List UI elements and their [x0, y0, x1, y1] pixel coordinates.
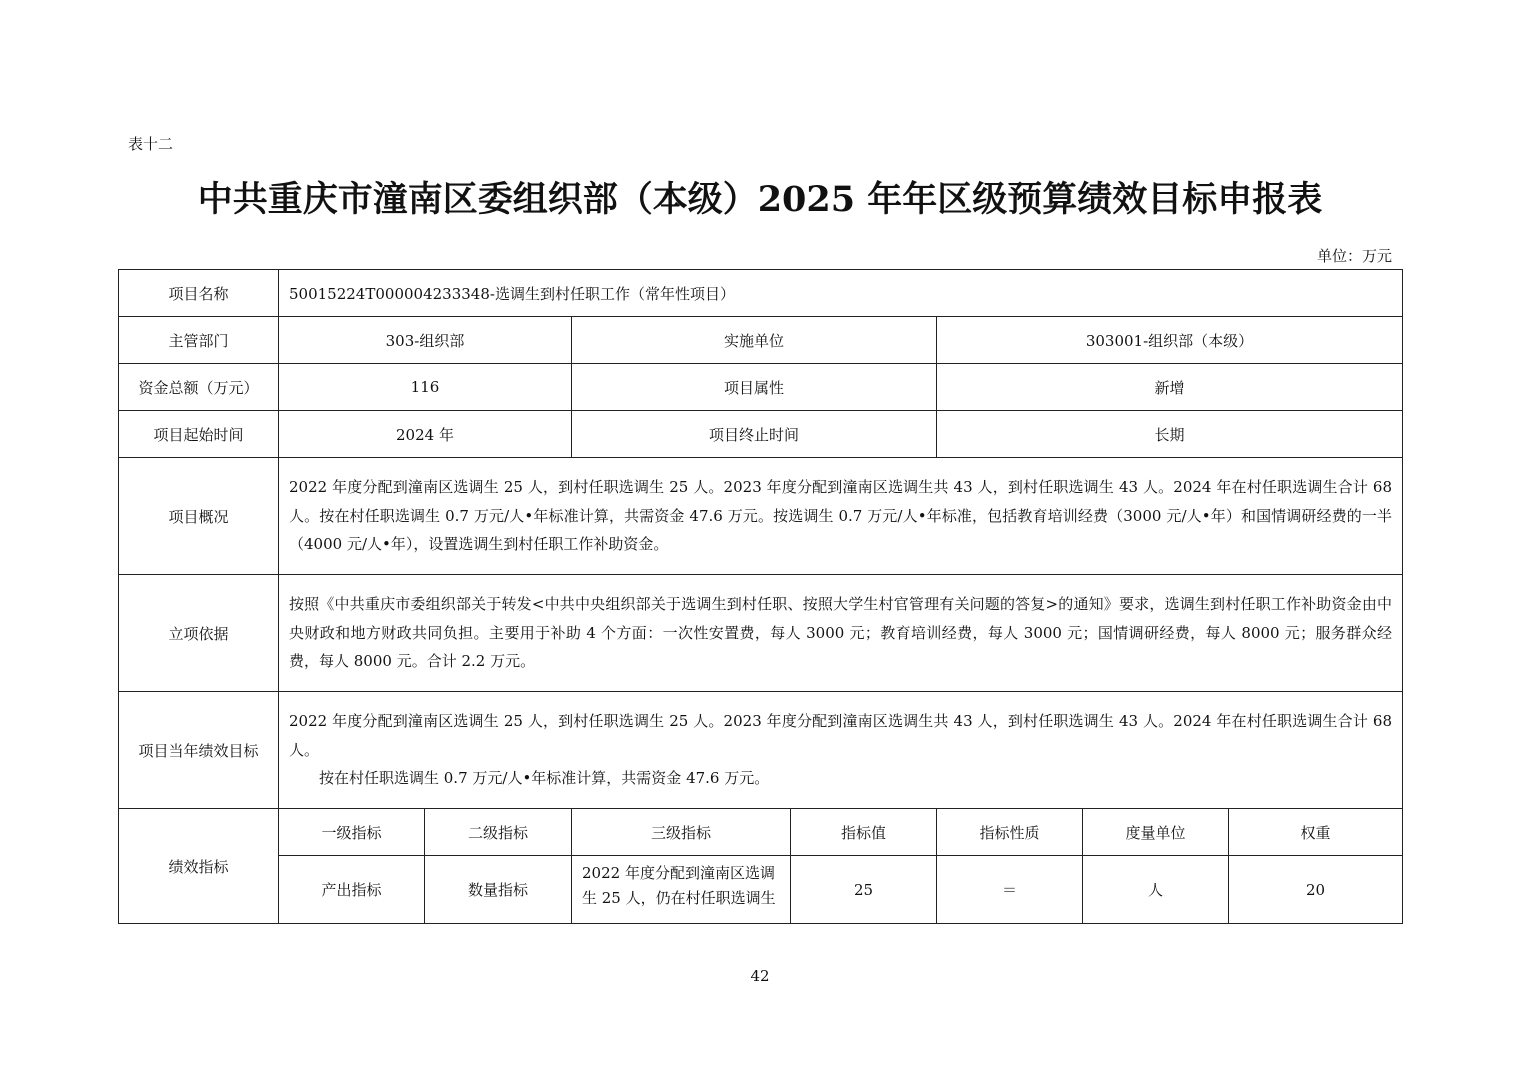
dept-label: 主管部门 — [119, 317, 279, 364]
funds-value: 116 — [279, 364, 572, 411]
end-time-label: 项目终止时间 — [572, 411, 937, 458]
unit-label: 单位：万元 — [1316, 247, 1392, 265]
impl-unit-value: 303001-组织部（本级） — [937, 317, 1403, 364]
header-level2: 二级指标 — [425, 809, 572, 856]
indicator-level1: 产出指标 — [279, 856, 425, 924]
row-department — [119, 317, 1403, 364]
project-attr-value: 新增 — [937, 364, 1403, 411]
basis-text: 按照《中共重庆市委组织部关于转发<中共中央组织部关于选调生到村任职、按照大学生村官管理有关问题的答复>的通知》要求，选调生到村任职工作补助资金由中央财政和地方财政共同负担。主要用于补助 4 个方面：一次性安置费，每人 3000 元；教育培训经费，每人 3000 元；国情调研经费，每人 8000 元；服务群众经费，每人 8000 元。合计 2.2 万元。 — [279, 575, 1403, 692]
basis-label: 立项依据 — [119, 575, 279, 692]
funds-label: 资金总额（万元） — [119, 364, 279, 411]
impl-unit-label: 实施单位 — [572, 317, 937, 364]
indicator-level3: 2022 年度分配到潼南区选调生 25 人，仍在村任职选调生 — [582, 863, 776, 907]
row-basis — [119, 575, 1403, 692]
header-level1: 一级指标 — [279, 809, 425, 856]
row-indicator-header — [119, 809, 1403, 856]
goal-text-2: 按在村任职选调生 0.7 万元/人•年标准计算，共需资金 47.6 万元。 — [319, 769, 770, 788]
table-row — [119, 856, 1403, 924]
page-number: 42 — [750, 967, 770, 985]
indicator-nature: ＝ — [937, 856, 1083, 924]
indicator-weight: 20 — [1229, 856, 1403, 924]
overview-text: 2022 年度分配到潼南区选调生 25 人，到村任职选调生 25 人。2023 年度分配到潼南区选调生共 43 人，到村任职选调生 43 人。2024 年在村任职选调生合计 68 人。按在村任职选调生 0.7 万元/人•年标准计算，共需资金 47.6 万元。按选调生 0.7 万元/人•年标准，包括教育培训经费（3000 元/人•年）和国情调研经费的一半（4000 元/人•年），设置选调生到村任职工作补助资金。 — [279, 458, 1403, 575]
goal-text-1: 2022 年度分配到潼南区选调生 25 人，到村任职选调生 25 人。2023 年度分配到潼南区选调生共 43 人，到村任职选调生 43 人。2024 年在村任职选调生合计 68 人。 — [289, 712, 1393, 759]
row-project-name — [119, 270, 1403, 317]
indicator-level2: 数量指标 — [425, 856, 572, 924]
document-title: 中共重庆市潼南区委组织部（本级）2025 年年区级预算绩效目标申报表 — [197, 179, 1323, 220]
row-funds — [119, 364, 1403, 411]
goal-cell — [279, 692, 1403, 809]
indicator-value: 25 — [791, 856, 937, 924]
start-time-value: 2024 年 — [279, 411, 572, 458]
project-name-label: 项目名称 — [119, 270, 279, 317]
header-level3: 三级指标 — [572, 809, 791, 856]
end-time-value: 长期 — [937, 411, 1403, 458]
row-goal — [119, 692, 1403, 809]
indicators-label: 绩效指标 — [119, 809, 279, 924]
header-value: 指标值 — [791, 809, 937, 856]
header-nature: 指标性质 — [937, 809, 1083, 856]
indicator-level3-cell — [572, 856, 791, 924]
header-unit: 度量单位 — [1083, 809, 1229, 856]
row-time — [119, 411, 1403, 458]
overview-label: 项目概况 — [119, 458, 279, 575]
row-overview — [119, 458, 1403, 575]
header-weight: 权重 — [1229, 809, 1403, 856]
goal-label: 项目当年绩效目标 — [119, 692, 279, 809]
indicator-unit: 人 — [1083, 856, 1229, 924]
budget-performance-table — [118, 269, 1403, 924]
start-time-label: 项目起始时间 — [119, 411, 279, 458]
table-number-label: 表十二 — [128, 135, 174, 153]
project-attr-label: 项目属性 — [572, 364, 937, 411]
dept-value: 303-组织部 — [279, 317, 572, 364]
project-name-value: 50015224T000004233348-选调生到村任职工作（常年性项目） — [279, 270, 1403, 317]
